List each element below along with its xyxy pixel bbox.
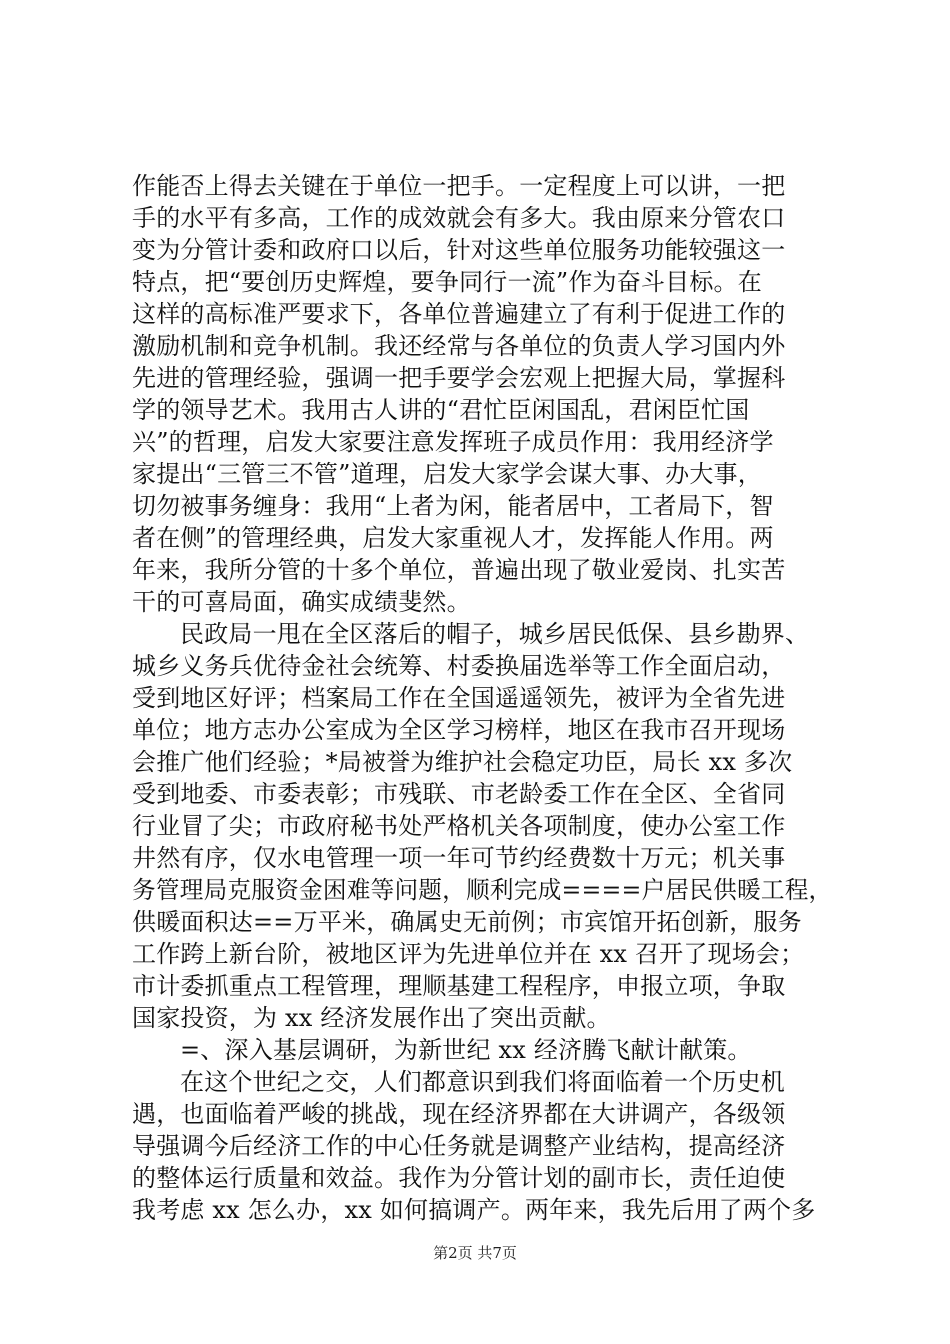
- section-heading: =、深入基层调研，为新世纪 xx 经济腾飞献计献策。: [180, 1036, 752, 1064]
- text-line: 切勿被事务缠身：我用“上者为闲，能者居中，工者局下，智: [132, 492, 774, 520]
- text-line: 国家投资，为 xx 经济发展作出了突出贡献。: [132, 1004, 611, 1032]
- text-line: 务管理局克服资金困难等问题，顺利完成====户居民供暖工程，: [132, 876, 833, 904]
- text-line: 激励机制和竞争机制。我还经常与各单位的负责人学习国内外: [132, 332, 786, 360]
- text-line: 者在侧”的管理经典，启发大家重视人才，发挥能人作用。两: [132, 524, 774, 552]
- text-line: 的整体运行质量和效益。我作为分管计划的副市长，责任迫使: [132, 1164, 786, 1192]
- text-line: 受到地委、市委表彰；市残联、市老龄委工作在全区、全省同: [132, 780, 786, 808]
- text-line: 兴”的哲理，启发大家要注意发挥班子成员作用：我用经济学: [132, 428, 774, 456]
- document-body: [132, 170, 832, 1226]
- page-number-footer: 第2页 共7页: [433, 1244, 517, 1262]
- text-line: 供暖面积达==万平米，确属史无前例；市宾馆开拓创新，服务: [132, 908, 802, 936]
- text-line: 会推广他们经验；*局被誉为维护社会稳定功臣，局长 xx 多次: [132, 748, 793, 776]
- text-line: 学的领导艺术。我用古人讲的“君忙臣闲国乱，君闲臣忙国: [132, 396, 750, 424]
- text-line: 市计委抓重点工程管理，理顺基建工程程序，申报立项，争取: [132, 972, 786, 1000]
- text-line: 遇，也面临着严峻的挑战，现在经济界都在大讲调产，各级领: [132, 1100, 786, 1128]
- text-line: 这样的高标准严要求下，各单位普遍建立了有利于促进工作的: [132, 300, 786, 328]
- text-line: 城乡义务兵优待金社会统筹、村委换届选举等工作全面启动，: [132, 652, 786, 680]
- text-line: 单位；地方志办公室成为全区学习榜样，地区在我市召开现场: [132, 716, 786, 744]
- text-line: 民政局一甩在全区落后的帽子，城乡居民低保、县乡勘界、: [180, 620, 810, 648]
- text-line: 干的可喜局面，确实成绩斐然。: [132, 588, 471, 616]
- text-line: 变为分管计委和政府口以后，针对这些单位服务功能较强这一: [132, 236, 786, 264]
- text-line: 在这个世纪之交，人们都意识到我们将面临着一个历史机: [180, 1068, 785, 1096]
- text-line: 特点，把“要创历史辉煌，要争同行一流”作为奋斗目标。在: [132, 268, 762, 296]
- text-line: 导强调今后经济工作的中心任务就是调整产业结构，提高经济: [132, 1132, 786, 1160]
- text-line: 年来，我所分管的十多个单位，普遍出现了敬业爱岗、扎实苦: [132, 556, 786, 584]
- text-line: 我考虑 xx 怎么办，xx 如何搞调产。两年来，我先后用了两个多: [132, 1196, 816, 1224]
- text-line: 手的水平有多高，工作的成效就会有多大。我由原来分管农口: [132, 204, 786, 232]
- text-line: 作能否上得去关键在于单位一把手。一定程度上可以讲，一把: [132, 172, 786, 200]
- text-line: 受到地区好评；档案局工作在全国遥遥领先，被评为全省先进: [132, 684, 786, 712]
- text-line: 先进的管理经验，强调一把手要学会宏观上把握大局，掌握科: [132, 364, 786, 392]
- text-line: 家提出“三管三不管”道理，启发大家学会谋大事、办大事，: [132, 460, 762, 488]
- text-line: 工作跨上新台阶，被地区评为先进单位并在 xx 召开了现场会；: [132, 940, 805, 968]
- text-line: 行业冒了尖；市政府秘书处严格机关各项制度，使办公室工作: [132, 812, 786, 840]
- text-line: 井然有序，仅水电管理一项一年可节约经费数十万元；机关事: [132, 844, 786, 872]
